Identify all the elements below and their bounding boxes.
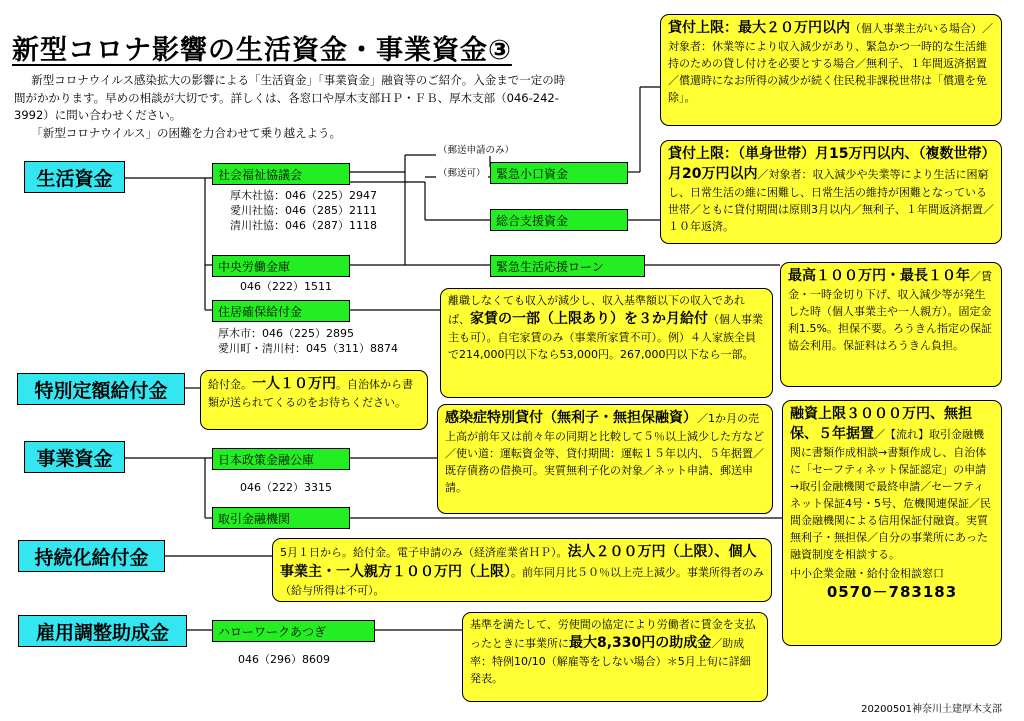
info-highlight: 一人１０万円 <box>252 376 336 392</box>
info-text: ／1か月の売上高が前年又は前々年の同期と比較して５％以上減少した方など／使い道：運転資金等、貸付期間：運転１５年以内、５年据置／既存債務の借換可。実質無利子化の対象／ネット申請、郵送申請。 <box>445 412 764 494</box>
info-text: 。自治体から書類が送られてくるのをお待ちください。 <box>208 378 413 409</box>
org-shakyo: 社会福祉協議会 <box>212 163 350 185</box>
page-title: 新型コロナ影響の生活資金・事業資金③ <box>12 35 512 66</box>
contact-line: 清川社協：046（287）1118 <box>230 219 377 232</box>
shakyo-contacts <box>230 188 377 233</box>
rokin-phone: 046（222）1511 <box>240 280 332 293</box>
jukyo-contacts <box>218 326 398 356</box>
info-text: （個人事業主がいる場合）／対象者：休業等により収入減少があり、緊急かつ一時的な生活維持のための貸し付けを必要とする場合／無利子、１年間返済据置／償還時になお所得の減少が続く住民税非課税世帯は「償還を免除」。 <box>668 22 993 104</box>
category-sustain: 持続化給付金 <box>18 540 165 572</box>
info-text: 離職しなくても収入が減少し、収入基準額以下の収入であれば、 <box>448 294 745 326</box>
contact-line: 愛川町・清川村：045（311）8874 <box>218 342 398 355</box>
jfc-phone: 046（222）3315 <box>240 481 332 494</box>
note-mail-only: （郵送申請のみ） <box>436 142 516 156</box>
category-business: 事業資金 <box>24 441 125 473</box>
product-rokin-loan: 緊急生活応援ローン <box>490 255 645 277</box>
info-text: ／助成率：特例10/10（解雇等をしない場合）＊5月上旬に詳細発表。 <box>470 637 751 685</box>
info-text: ／【流れ】取引金融機関に書類作成相談→書類作成し、自治体に「セーフティネット保証認定」の申請→取引金融機関で最終申請／セーフティネット保証4号・5号、危機関連保証／民間金融機関による信用保証付融資。実質無利子・無担保／自分の事業所にあった融資制度を相談する。 <box>790 428 991 561</box>
info-text: 給付金。 <box>208 378 252 391</box>
info-rokin <box>780 262 1002 387</box>
consult-phone: 0570－783183 <box>826 583 958 601</box>
info-highlight: 最大8,330円の助成金 <box>569 635 712 651</box>
info-bank <box>782 400 1002 646</box>
info-sogo <box>660 140 1002 244</box>
info-special <box>200 370 428 430</box>
contact-line: 厚木市：046（225）2895 <box>218 327 354 340</box>
org-jukyo: 住居確保給付金 <box>212 300 350 322</box>
info-highlight: 貸付上限：（単身世帯）月15万円以内、（複数世帯）月20万円以内 <box>668 146 989 182</box>
info-text: ／対象者：収入減少や失業等により生活に困窮し、日常生活の維に困難し、日常生活の維持が困難となっている世帯／ともに貸付期間は原則3月以内／無利子、１年間返済据置／１０年返済。 <box>668 168 994 233</box>
intro-text <box>14 72 569 142</box>
info-text: （個人事業主も可）。自宅家賃のみ（事業所家賃不可）。例）４人家族全員で214,000円以下なら53,000円。267,000円以下なら一部。 <box>448 313 763 361</box>
category-employment: 雇用調整助成金 <box>18 615 187 647</box>
info-kinkyu <box>660 14 1002 126</box>
product-sogo: 総合支援資金 <box>490 209 628 231</box>
intro-line-2: 「新型コロナウイルス」の困難を力合わせて乗り越えよう。 <box>31 125 342 140</box>
consult-label: 中小企業金融・給付金相談窓口 <box>790 567 944 580</box>
product-kinkyu: 緊急小口資金 <box>490 162 628 184</box>
info-employment <box>462 612 768 702</box>
info-text: 基準を満たして、労使間の協定により労働者に賃金を支払ったときに事業所に <box>470 618 756 650</box>
category-living: 生活資金 <box>24 161 125 193</box>
info-sustain <box>272 538 772 602</box>
hellowork-phone: 046（296）8609 <box>238 653 330 666</box>
org-hellowork: ハローワークあつぎ <box>212 620 375 642</box>
info-text: ／賃金・一時金切り下げ、収入減少等が発生した時（個人事業主や一人親方）。固定金利1.5%。担保不要。ろうきん指定の保証協会利用。保証料はろうきん負担。 <box>788 270 992 352</box>
info-highlight: 法人２００万円（上限）、個人事業主・一人親方１００万円（上限） <box>280 544 757 580</box>
info-text: 。前年同月比５０％以上売上減少。事業所得者のみ（給与所得は不可）。 <box>280 566 764 597</box>
info-highlight: 家賃の一部（上限あり）を３か月給付 <box>470 311 708 327</box>
footer-credit: 20200501神奈川土建厚木支部 <box>861 704 1002 715</box>
contact-line: 厚木社協：046（225）2947 <box>230 189 377 202</box>
info-text: 5月１日から。給付金。電子申請のみ（経済産業省ＨＰ）。 <box>280 546 568 559</box>
info-highlight: 最高１００万円・最長１０年 <box>788 268 970 284</box>
org-jfc: 日本政策金融公庫 <box>212 448 350 470</box>
info-highlight: 融資上限３０００万円、無担保、５年据置 <box>790 406 972 442</box>
org-rokin: 中央労働金庫 <box>212 255 350 277</box>
category-special: 特別定額給付金 <box>17 373 185 405</box>
contact-line: 愛川社協：046（285）2111 <box>230 204 377 217</box>
info-highlight: 感染症特別貸付（無利子・無担保融資） <box>445 410 697 426</box>
note-mail-ok: （郵送可） <box>436 165 488 179</box>
org-bank: 取引金融機関 <box>212 507 350 529</box>
intro-line-1: 新型コロナウイルス感染拡大の影響による「生活資金」「事業資金」融資等のご紹介。入金まで一定の時間がかかります。早めの相談が大切です。詳しくは、各窓口や厚木支部ＨＰ・ＦＢ、厚木支部（046-242-3992）に問い合わせください。 <box>14 73 566 122</box>
info-highlight: 貸付上限：最大２０万円以内 <box>668 20 850 36</box>
info-jukyo <box>440 288 773 398</box>
info-jfc <box>437 404 773 514</box>
